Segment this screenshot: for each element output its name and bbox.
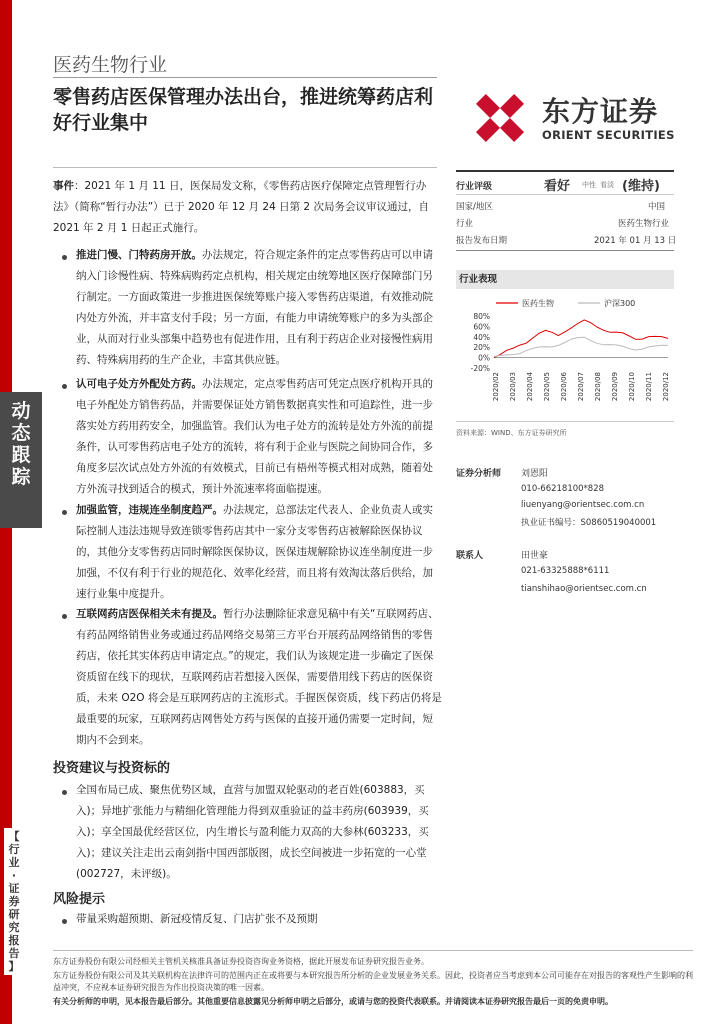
info-value-industry: 医药生物行业 <box>618 219 670 229</box>
analyst-phone: 010-66218100*828 <box>521 484 605 494</box>
info-key-region: 国家/地区 <box>456 202 493 212</box>
footer-qualification: 东方证券股份有限公司经相关主管机关核准具备证券投资咨询业务资格，据此开展发布证券研究报告业务。 <box>53 957 429 966</box>
x-tick-label: 2020/12 <box>662 372 670 402</box>
point-2-text: 办法规定，定点零售药店可凭定点医疗机构开具的电子外配处方销售药品，并需要保证处方销售数据真实性和可追踪性，进一步落实处方药用药安全，加强监管。我们认为电子处方的流转是处方外流的前提条件，认可零售药店电子处方的流转，将有利于企业与医院之间协同合作，多角度多层次试点处方外流的有效模式，目前已有梧州等模式相对成熟，随着处方外流寻找到适合的模式，预计外流速率将面临提速。 <box>76 378 433 495</box>
contact-phone: 021-63325888*6111 <box>521 566 610 576</box>
footer-disclaimer: 有关分析师的申明，见本报告最后部分。其他重要信息披露见分析师申明之后部分，或请与您的投资代表联系。并请阅读本证券研究报告最后一页的免责申明。 <box>53 997 613 1006</box>
left-red-bar-top <box>0 0 12 392</box>
legend-label-1: 沪深300 <box>604 299 636 308</box>
series-tag: 【 行 业 · 证 券 研 究 报 告 】 <box>4 828 24 975</box>
rating-divider <box>456 194 674 195</box>
risk-heading: 风险提示 <box>53 892 106 907</box>
invest-heading: 投资建议与投资标的 <box>53 761 171 776</box>
event-label: 事件 <box>53 180 74 192</box>
bullet-risk <box>62 919 67 924</box>
point-1-text: 办法规定，符合规定条件的定点零售药店可以申请纳入门诊慢性病、特殊病购药定点机构，相关规定由统筹地区医疗保障部门另行制定。一方面政策进一步推进医保统筹账户接入零售药店渠道，有效推动院内处方外流，并丰富支付手段；另一方面，有能力申请统筹账户的多为头部企业，从而对行业头部集中趋势也有促进作用，且有利于药店企业对接慢性病用药、特殊病用药的生产企业，丰富其供应链。 <box>76 249 433 366</box>
x-tick-label: 2020/11 <box>645 372 653 402</box>
analyst-license: 执业证书编号：S0860519040001 <box>521 518 657 528</box>
info-bottom-rule <box>456 250 674 251</box>
footer-disclosure: 东方证券股份有限公司及其关联机构在法律许可的范围内正在或将要与本研究报告所分析的企业发展业务关系。因此，投资者应当考虑到本公司可能存在对报告的客观性产生影响的利益冲突，不应视本证券研究报告为作出投资决策的唯一因素。 <box>53 971 693 992</box>
x-tick-label: 2020/05 <box>543 372 551 402</box>
industry-performance-chart <box>456 290 674 420</box>
analyst-name: 刘恩阳 <box>521 469 549 479</box>
analyst-role: 证券分析师 <box>456 469 502 479</box>
y-tick-label: -20% <box>470 364 490 373</box>
x-tick-label: 2020/08 <box>594 372 602 402</box>
info-key-industry: 行业 <box>456 219 474 229</box>
x-tick-label: 2020/09 <box>611 372 619 402</box>
info-value-region: 中国 <box>648 202 666 212</box>
content-top-rule <box>53 167 437 168</box>
event-paragraph <box>53 176 441 239</box>
y-tick-label: 40% <box>473 332 490 342</box>
logo-text-cn: 东方证券 <box>542 95 659 128</box>
point-3 <box>76 500 442 605</box>
rating-status: (维持) <box>622 179 660 194</box>
chart-title: 行业表现 <box>456 270 674 289</box>
info-key-date: 报告发布日期 <box>456 236 508 246</box>
rating-top-rule <box>456 170 674 172</box>
series-line-0 <box>494 320 668 358</box>
risk-text: 带量采购超预期、新冠疫情反复、门店扩张不及预期 <box>76 913 318 925</box>
chart-source: 资料来源：WIND、东方证券研究所 <box>456 429 567 437</box>
point-4 <box>76 604 442 751</box>
point-3-heading: 加强监管，违规连坐制度趋严。 <box>76 504 223 516</box>
point-4-text: 暂行办法删除征求意见稿中有关“互联网药店、有药品网络销售业务或通过药品网络交易第三方平台开展药品网络销售的零售药店，依托其实体药店申请定点。”的规定，我们认为该规定进一步确定了医保资质留在线下的现状，互联网药店若想接入医保，需要借用线下药店的医保资质，未来 O2O 将会是互联网药店的主流形式。手握医保资质，线下药店仍将是最重要的玩家，互联网药店网售处方药与医保的直接开通仍需要一定时间，短期内不会到来。 <box>76 608 442 746</box>
rating-option-neutral: 中性 <box>582 181 596 189</box>
y-tick-label: 80% <box>473 312 490 321</box>
bullet-point-1 <box>62 255 67 260</box>
x-tick-label: 2020/04 <box>526 372 534 402</box>
y-tick-label: 0% <box>478 353 490 363</box>
analyst-email[interactable]: liuenyang@orientsec.com.cn <box>521 500 645 510</box>
industry-category: 医药生物行业 <box>53 54 168 76</box>
point-1-heading: 推进门慢、门特药房开放。 <box>76 249 202 261</box>
x-tick-label: 2020/10 <box>628 372 636 402</box>
x-tick-label: 2020/06 <box>560 372 568 402</box>
contact-name: 田世豪 <box>521 551 549 561</box>
point-1 <box>76 245 442 371</box>
rating-label: 行业评级 <box>456 182 493 192</box>
footer-rule <box>53 950 693 951</box>
legend-label-0: 医药生物 <box>522 299 554 308</box>
contact-role: 联系人 <box>456 551 484 561</box>
bullet-invest <box>62 790 67 795</box>
point-2 <box>76 374 442 500</box>
report-title: 零售药店医保管理办法出台，推进统筹药店利好行业集中 <box>53 86 434 134</box>
point-4-heading: 互联网药店医保相关未有提及。 <box>76 608 223 620</box>
logo-text-en: ORIENT SECURITIES <box>542 128 675 142</box>
bullet-point-4 <box>62 614 67 619</box>
y-tick-label: 20% <box>473 343 490 353</box>
contact-email[interactable]: tianshihao@orientsec.com.cn <box>521 584 647 594</box>
info-value-date: 2021 年 01 月 13 日 <box>594 236 677 246</box>
bullet-point-2 <box>62 384 67 389</box>
company-logo <box>470 88 680 148</box>
bullet-point-3 <box>62 510 67 515</box>
header-divider <box>53 77 437 78</box>
point-3-text: 办法规定，总部法定代表人、企业负责人或实际控制人违法违规导致连锁零售药店其中一家分支零售药店被解除医保协议的，其他分支零售药店同时解除医保协议，医保违规解除协议连坐制度进一步加强，不仅有利于行业的规范化、效率化经营，而且将有效淘汰落后供给，加速行业集中度提升。 <box>76 504 433 600</box>
orient-logo-icon <box>470 88 530 148</box>
chart-bottom-rule <box>456 421 674 422</box>
point-2-heading: 认可电子处方外配处方药。 <box>76 378 202 390</box>
series-line-1 <box>494 337 668 356</box>
x-tick-label: 2020/07 <box>577 372 585 402</box>
rating-option-negative: 看淡 <box>600 181 614 189</box>
x-tick-label: 2020/02 <box>492 372 500 402</box>
report-kind-label: 动 态 跟 踪 <box>11 400 31 488</box>
invest-text: 全国布局已成、聚焦优势区域，直营与加盟双轮驱动的老百姓(603883，买入)；异地扩张能力与精细化管理能力得到双重验证的益丰药房(603939，买入)；享全国最优经营区位，内生增长与盈利能力双高的大参林(603233，买入)；建议关注走出云南剑指中国西部版图，成长空间被进一步拓宽的一心堂(002727，未评级)。 <box>76 784 429 880</box>
event-text: ：2021 年 1 月 11 日，医保局发文称，《零售药店医疗保障定点管理暂行办法》（简称“暂行办法”）已于 2020 年 12 月 24 日第 2 次局务会议审议通过，自 2021 年 2 月 1 日起正式施行。 <box>53 180 429 234</box>
y-tick-label: 60% <box>473 322 490 332</box>
x-tick-label: 2020/03 <box>509 372 517 402</box>
rating-value: 看好 <box>544 179 571 194</box>
